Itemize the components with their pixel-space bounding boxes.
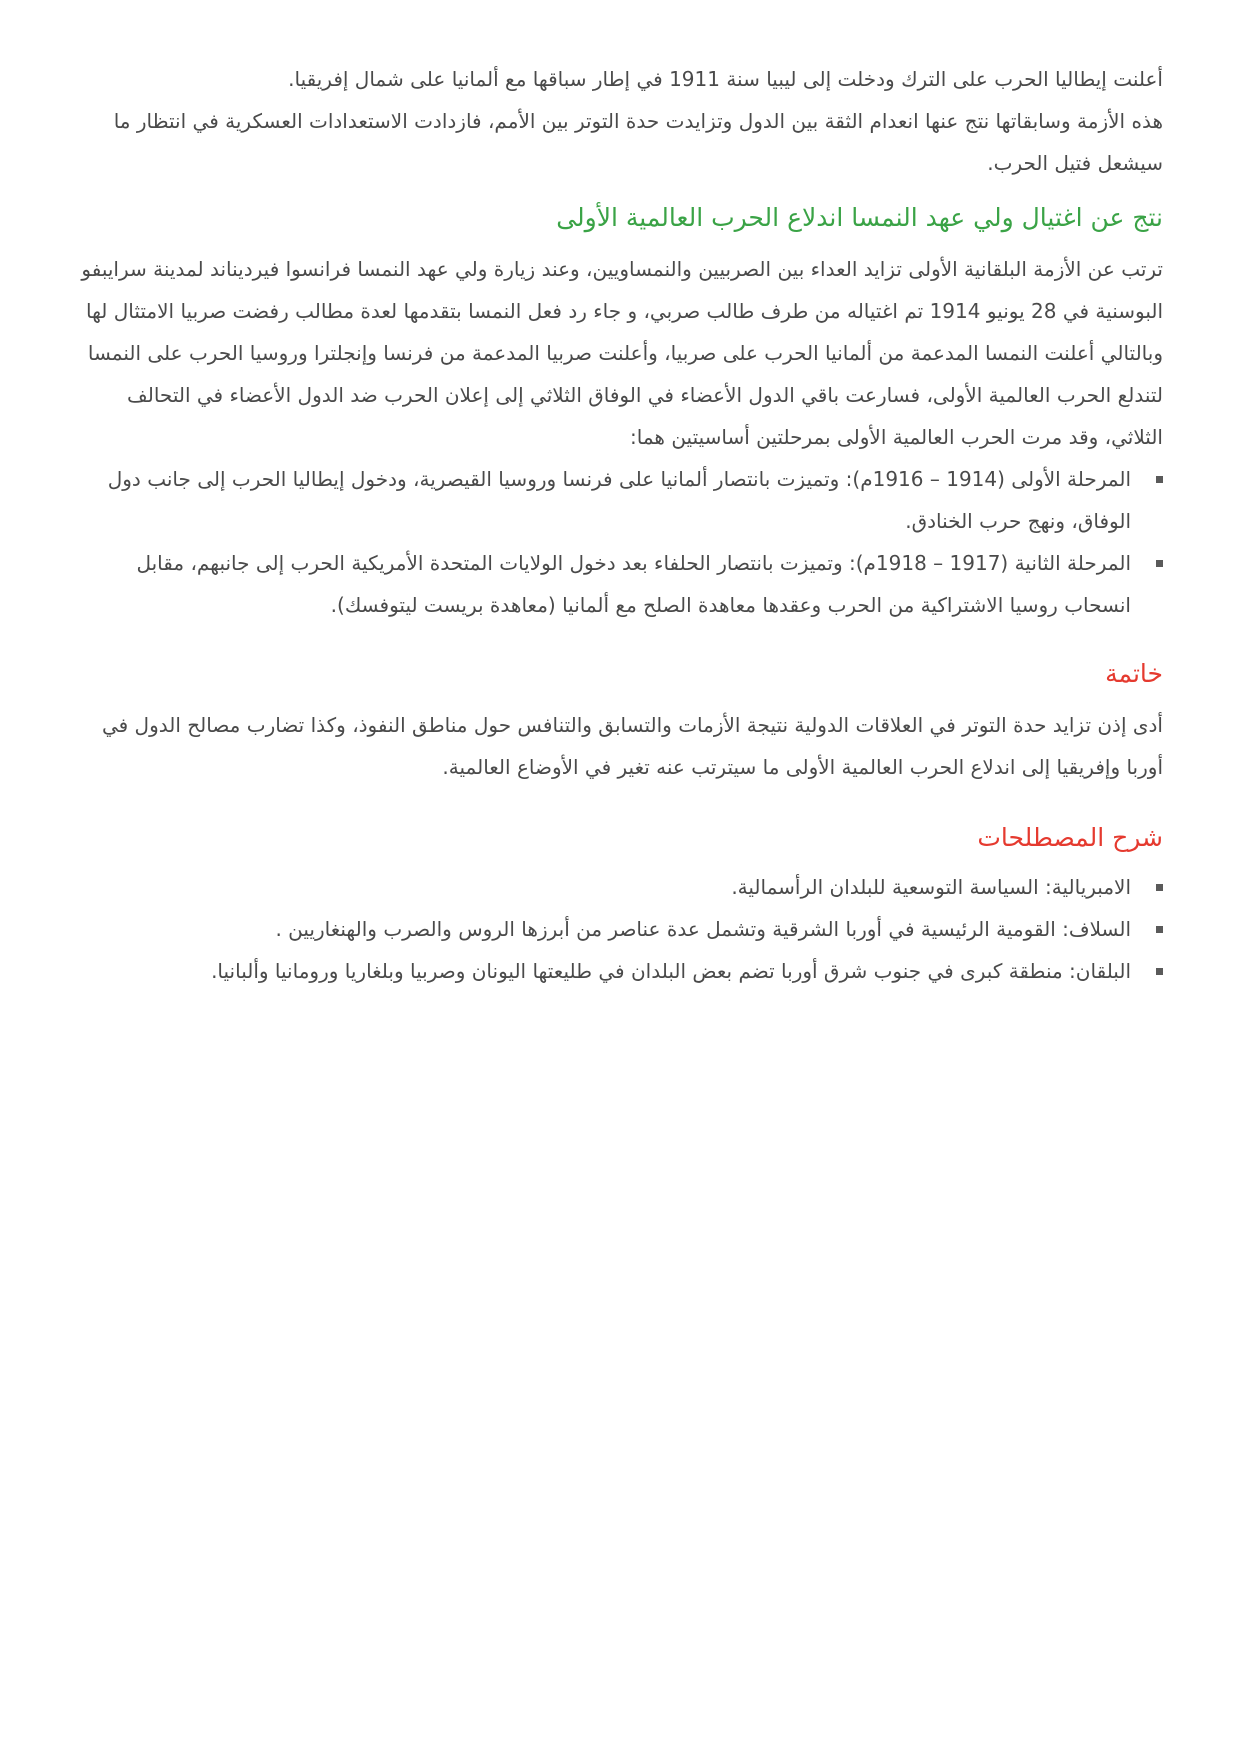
phase-2-text: المرحلة الثانية (1917 – 1918م): وتميزت بانتصار الحلفاء بعد دخول الولايات المتحدة الأمريكية الحرب إلى جانبهم، مقابل انسحاب روسيا الاشتراكية من الحرب وعقدها معاهدة الصلح مع ألمانيا (معاهدة بريست ليتوفسك). <box>136 551 1131 617</box>
square-bullet-icon <box>1156 560 1163 567</box>
term-imperialism: الامبريالية: السياسة التوسعية للبلدان الرأسمالية. <box>731 875 1131 899</box>
conclusion-paragraph: أدى إذن تزايد حدة التوتر في العلاقات الدولية نتيجة الأزمات والتسابق والتنافس حول مناطق النفوذ، وكذا تضارب مصالح الدول في أوربا وإفريقيا إلى اندلاع الحرب العالمية الأولى ما سيترتب عنه تغير في الأوضاع العالمية. <box>101 713 1163 779</box>
document-page <box>77 58 1163 992</box>
glossary-heading: شرح المصطلحات <box>977 823 1163 852</box>
assassination-paragraph: ترتب عن الأزمة البلقانية الأولى تزايد العداء بين الصربيين والنمساويين، وعند زيارة ولي عهد النمسا فرانسوا فيرديناند لمدينة سرايبفو البوسنية في 28 يونيو 1914 تم اغتياله من طرف طالب صربي، و جاء رد فعل النمسا بتقدمها لعدة مطالب رفضت صربيا الامتثال لها وبالتالي أعلنت النمسا المدعمة من ألمانيا الحرب على صربيا، وأعلنت صربيا المدعمة من فرنسا وإنجلترا وروسيا الحرب على النمسا لتندلع الحرب العالمية الأولى، فسارعت باقي الدول الأعضاء في الوفاق الثلاثي إلى إعلان الحرب ضد الدول الأعضاء في التحالف الثلاثي، وقد مرت الحرب العالمية الأولى بمرحلتين أساسيتين هما: <box>81 257 1163 449</box>
phase-1-text: المرحلة الأولى (1914 – 1916م): وتميزت بانتصار ألمانيا على فرنسا وروسيا القيصرية، ودخول إيطاليا الحرب إلى جانب دول الوفاق، ونهج حرب الخنادق. <box>107 467 1131 533</box>
war-phases-list <box>77 458 1163 626</box>
intro-line-2: هذه الأزمة وسابقاتها نتج عنها انعدام الثقة بين الدول وتزايدت حدة التوتر بين الأمم، فازدادت الاستعدادات العسكرية في انتظار ما سيشعل فتيل الحرب. <box>113 109 1163 175</box>
list-item <box>77 950 1163 992</box>
list-item <box>77 908 1163 950</box>
square-bullet-icon <box>1156 968 1163 975</box>
square-bullet-icon <box>1156 476 1163 483</box>
list-item <box>77 458 1163 542</box>
list-item <box>77 866 1163 908</box>
intro-line-1: أعلنت إيطاليا الحرب على الترك ودخلت إلى ليبيا سنة 1911 في إطار سباقها مع ألمانيا على شمال إفريقيا. <box>288 67 1163 91</box>
glossary-list <box>77 866 1163 992</box>
intro-section <box>77 58 1163 184</box>
square-bullet-icon <box>1156 926 1163 933</box>
list-item <box>77 542 1163 626</box>
term-balkans: البلقان: منطقة كبرى في جنوب شرق أوربا تضم بعض البلدان في طليعتها اليونان وصربيا وبلغاريا ورومانيا وألبانيا. <box>211 959 1131 983</box>
conclusion-heading: خاتمة <box>1105 659 1163 688</box>
section-heading-assassination: نتج عن اغتيال ولي عهد النمسا اندلاع الحرب العالمية الأولى <box>556 203 1163 232</box>
square-bullet-icon <box>1156 884 1163 891</box>
term-slavs: السلاف: القومية الرئيسية في أوربا الشرقية وتشمل عدة عناصر من أبرزها الروس والصرب والهنغاريين . <box>275 917 1131 941</box>
